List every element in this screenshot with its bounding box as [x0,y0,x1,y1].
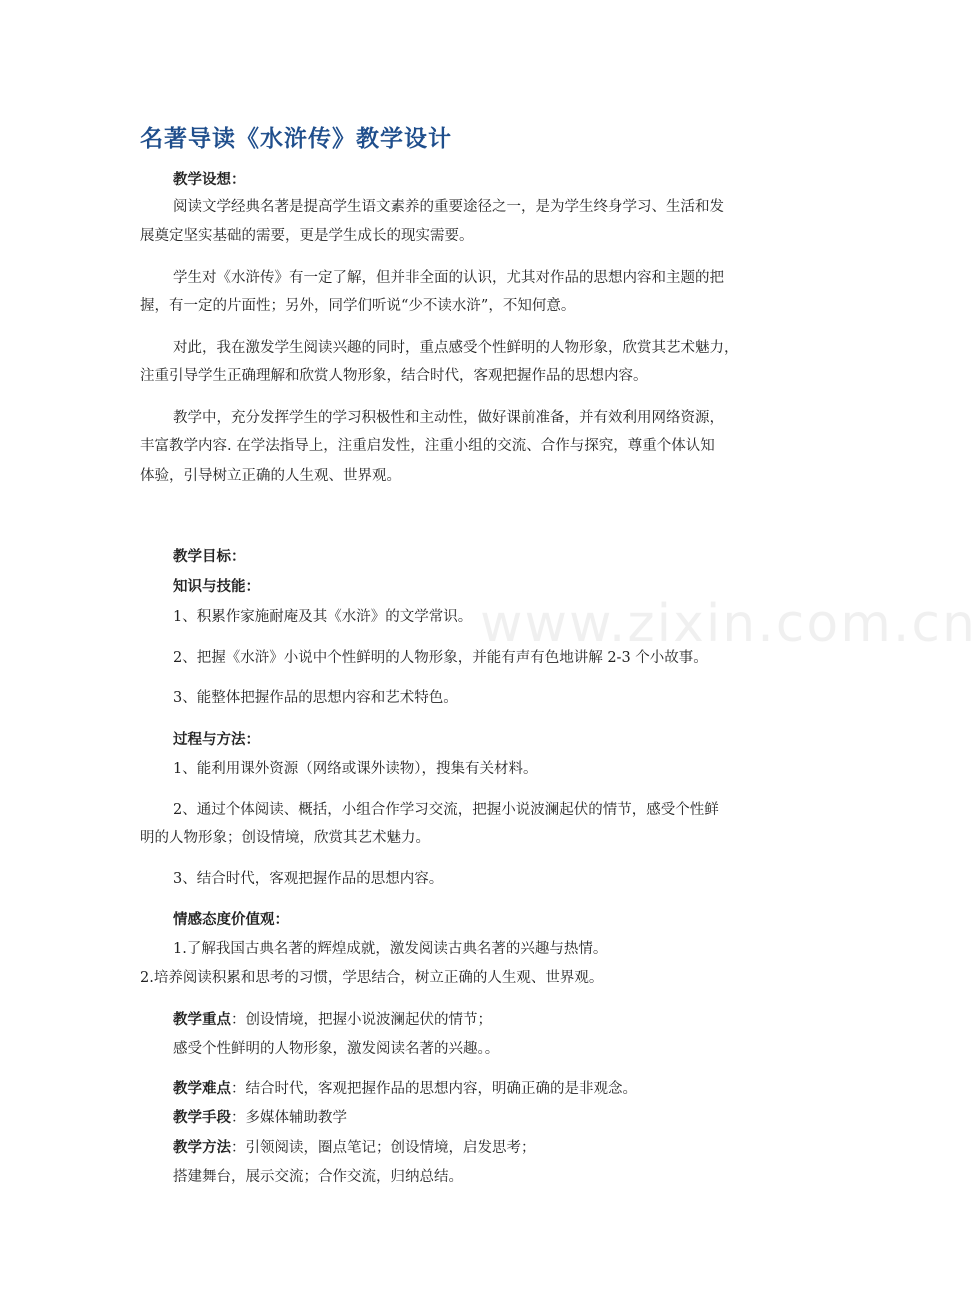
paragraph-3-line-1: 对此，我在激发学生阅读兴趣的同时，重点感受个性鲜明的人物形象，欣赏其艺术魅力， [173,340,739,356]
teaching-methods-text: ：引领阅读，圈点笔记；创设情境，启发思考； [231,1140,536,1156]
difficult-points [173,1079,637,1099]
difficult-points-text: ：结合时代，客观把握作品的思想内容，明确正确的是非观念。 [231,1081,637,1097]
process-item-2-line-1: 2、通过个体阅读、概括，小组合作学习交流，把握小说波澜起伏的情节，感受个性鲜 [173,802,719,818]
values-heading: 情感态度价值观： [173,912,289,928]
goals-heading: 教学目标： [173,549,246,565]
paragraph-1-line-1: 阅读文学经典名著是提高学生语文素养的重要途径之一，是为学生终身学习、生活和发 [173,199,724,215]
teaching-methods-line-2: 搭建舞台，展示交流；合作交流，归纳总结。 [173,1169,463,1185]
knowledge-item-3: 3、能整体把握作品的思想内容和艺术特色。 [173,690,458,706]
paragraph-2-line-2: 握，有一定的片面性；另外，同学们听说“少不读水浒”，不知何意。 [140,298,576,314]
knowledge-item-1: 1、积累作家施耐庵及其《水浒》的文学常识。 [173,609,473,625]
paragraph-4-line-1: 教学中，充分发挥学生的学习积极性和主动性，做好课前准备，并有效利用网络资源， [173,410,724,426]
process-item-1: 1、能利用课外资源（网络或课外读物），搜集有关材料。 [173,761,538,777]
paragraph-4-line-3: 体验，引导树立正确的人生观、世界观。 [140,468,401,484]
paragraph-2-line-1: 学生对《水浒传》有一定了解，但并非全面的认识，尤其对作品的思想内容和主题的把 [173,270,724,286]
values-item-2: 2.培养阅读积累和思考的习惯，学思结合，树立正确的人生观、世界观。 [140,970,604,986]
paragraph-1-line-2: 展奠定坚实基础的需要，更是学生成长的现实需要。 [140,228,474,244]
watermark: www.zixin.com.cn [480,594,977,654]
teaching-means [173,1108,347,1128]
knowledge-item-2: 2、把握《水浒》小说中个性鲜明的人物形象，并能有声有色地讲解 2-3 个小故事。 [173,650,708,666]
process-item-2-line-2: 明的人物形象；创设情境，欣赏其艺术魅力。 [140,830,430,846]
key-points-line-2: 感受个性鲜明的人物形象，激发阅读名著的兴趣。。 [173,1041,500,1057]
key-points [173,1010,492,1030]
paragraph-3-line-2: 注重引导学生正确理解和欣赏人物形象，结合时代，客观把握作品的思想内容。 [140,368,648,384]
key-points-text: ：创设情境，把握小说波澜起伏的情节； [231,1012,492,1028]
teaching-means-text: ：多媒体辅助教学 [231,1110,347,1126]
difficult-points-label: 教学难点 [173,1081,231,1097]
teaching-means-label: 教学手段 [173,1110,231,1126]
values-item-1: 1.了解我国古典名著的辉煌成就，激发阅读古典名著的兴趣与热情。 [173,941,608,957]
page-title: 名著导读《水浒传》教学设计 [140,126,452,152]
teaching-methods-label: 教学方法 [173,1140,231,1156]
process-heading: 过程与方法： [173,732,260,748]
knowledge-heading: 知识与技能： [173,579,260,595]
teaching-methods [173,1138,536,1158]
paragraph-4-line-2: 丰富教学内容. 在学法指导上，注重启发性，注重小组的交流、合作与探究，尊重个体认知 [140,438,715,454]
key-points-label: 教学重点 [173,1012,231,1028]
process-item-3: 3、结合时代，客观把握作品的思想内容。 [173,871,444,887]
design-heading: 教学设想： [173,172,246,188]
